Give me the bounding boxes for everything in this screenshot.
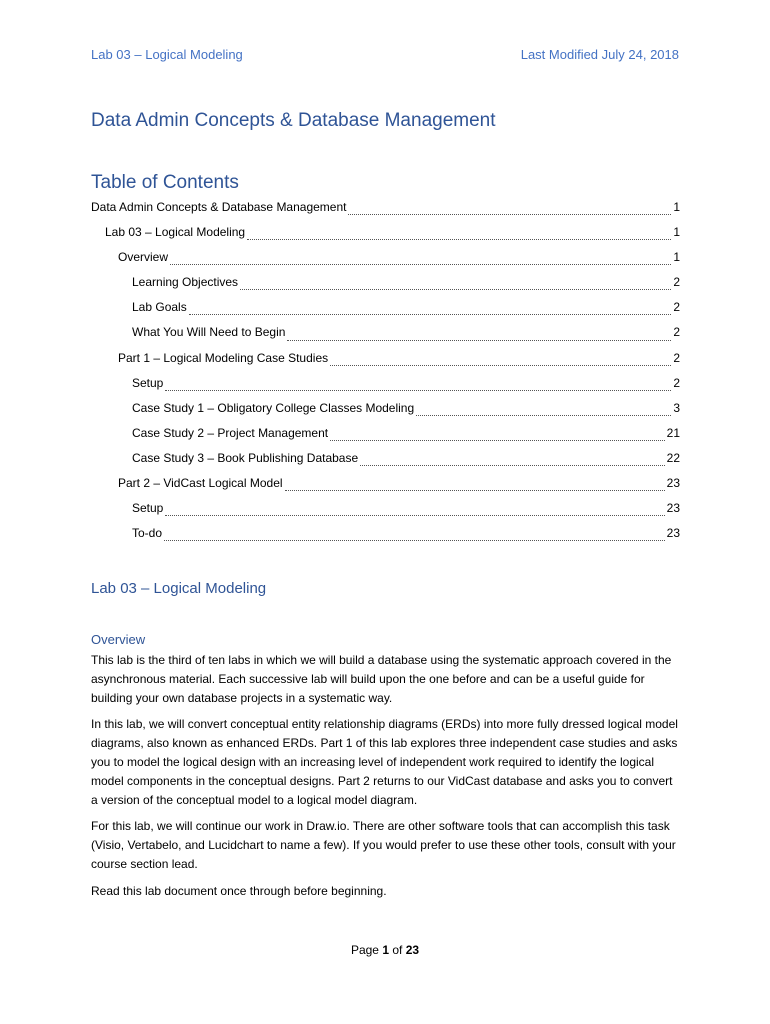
- toc-entry-label: Case Study 3 – Book Publishing Database: [132, 450, 359, 465]
- paragraph: In this lab, we will convert conceptual entity relationship diagrams (ERDs) into more fully dressed logical model diagrams, also known as enhanced ERDs. Part 1 of this lab explores three independent case studies and asks you to model the logical design with an increasing level of independent work required to identify the logical model components in the conceptual designs. Part 2 returns to our VidCast database and asks you to convert a version of the conceptual model to a logical model diagram.: [91, 717, 678, 807]
- toc-entry-label: Part 2 – VidCast Logical Model: [118, 476, 283, 491]
- toc-entry[interactable]: [91, 499, 680, 524]
- toc-dot-leader: [416, 415, 671, 416]
- toc-dot-leader: [165, 515, 664, 516]
- toc-entry-page: 23: [666, 476, 680, 491]
- toc-entry-label: What You Will Need to Begin: [132, 325, 286, 340]
- toc-entry-label: Learning Objectives: [132, 275, 239, 290]
- toc-dot-leader: [170, 264, 671, 265]
- toc-dot-leader: [360, 465, 664, 466]
- toc-entry-label: Lab 03 – Logical Modeling: [105, 225, 246, 240]
- paragraph: Read this lab document once through before beginning.: [91, 883, 387, 898]
- toc-entry-page: 2: [673, 325, 680, 340]
- toc-entry-label: Part 1 – Logical Modeling Case Studies: [118, 350, 329, 365]
- paragraph: For this lab, we will continue our work in Draw.io. There are other software tools that can accomplish this task (Visio, Vertabelo, and Lucidchart to name a few). If you would prefer to use these other tools, consult with your course section lead.: [91, 819, 676, 871]
- toc-entry[interactable]: [91, 298, 680, 323]
- toc-entry-page: 1: [673, 250, 680, 265]
- toc-entry-page: 21: [666, 425, 680, 440]
- toc-entry-page: 3: [673, 400, 680, 415]
- toc-dot-leader: [348, 214, 671, 215]
- toc-entry-label: Overview: [118, 250, 169, 265]
- toc-dot-leader: [164, 540, 665, 541]
- toc-dot-leader: [287, 340, 671, 341]
- toc-entry-label: To-do: [132, 526, 163, 541]
- overview-heading: Overview: [91, 632, 146, 647]
- document-title: Data Admin Concepts & Database Management: [91, 110, 496, 131]
- toc-dot-leader: [189, 314, 672, 315]
- toc-entry[interactable]: [91, 524, 680, 549]
- toc-entry-label: Lab Goals: [132, 300, 187, 315]
- of-word: of: [392, 943, 403, 957]
- total-pages: 23: [405, 943, 420, 957]
- toc-entry[interactable]: [91, 374, 680, 399]
- toc-entry-page: 23: [666, 526, 680, 541]
- toc-entry[interactable]: [91, 198, 680, 223]
- running-header-date: Last Modified July 24, 2018: [520, 47, 679, 62]
- toc-entry-page: 2: [673, 375, 680, 390]
- toc-entry-page: 22: [666, 450, 680, 465]
- toc-dot-leader: [285, 490, 665, 491]
- toc-entry[interactable]: [91, 474, 680, 499]
- toc-entry-page: 1: [673, 225, 680, 240]
- running-header-title: Lab 03 – Logical Modeling: [91, 47, 243, 62]
- toc-dot-leader: [330, 365, 671, 366]
- toc-entry[interactable]: [91, 424, 680, 449]
- toc-entry-label: Case Study 1 – Obligatory College Classes Modeling: [132, 400, 415, 415]
- toc-entry-label: Setup: [132, 375, 164, 390]
- overview-body: [91, 651, 681, 909]
- toc-entry[interactable]: [91, 248, 680, 273]
- toc-entry[interactable]: [91, 399, 680, 424]
- section-heading: Lab 03 – Logical Modeling: [91, 580, 267, 597]
- toc-entry[interactable]: [91, 449, 680, 474]
- toc-entry[interactable]: [91, 273, 680, 298]
- page-footer: [0, 943, 770, 957]
- table-of-contents: [91, 198, 680, 549]
- toc-dot-leader: [240, 289, 671, 290]
- toc-entry-page: 2: [673, 350, 680, 365]
- toc-entry[interactable]: [91, 349, 680, 374]
- toc-entry[interactable]: [91, 223, 680, 248]
- page-number: 1: [382, 943, 389, 957]
- toc-entry-page: 23: [666, 501, 680, 516]
- toc-entry-label: Setup: [132, 501, 164, 516]
- toc-dot-leader: [330, 440, 665, 441]
- toc-entry-page: 2: [673, 300, 680, 315]
- page-word: Page: [350, 943, 379, 957]
- paragraph: This lab is the third of ten labs in which we will build a database using the systematic approach covered in the asynchronous material. Each successive lab will build upon the one before and can be a useful guide for building your own database projects in a systematic way.: [91, 653, 672, 705]
- toc-entry[interactable]: [91, 323, 680, 348]
- toc-entry-page: 1: [673, 200, 680, 214]
- toc-heading: Table of Contents: [91, 172, 239, 193]
- toc-entry-label: Data Admin Concepts & Database Management: [91, 200, 347, 214]
- toc-entry-page: 2: [673, 275, 680, 290]
- toc-dot-leader: [165, 390, 671, 391]
- toc-entry-label: Case Study 2 – Project Management: [132, 425, 329, 440]
- toc-dot-leader: [247, 239, 671, 240]
